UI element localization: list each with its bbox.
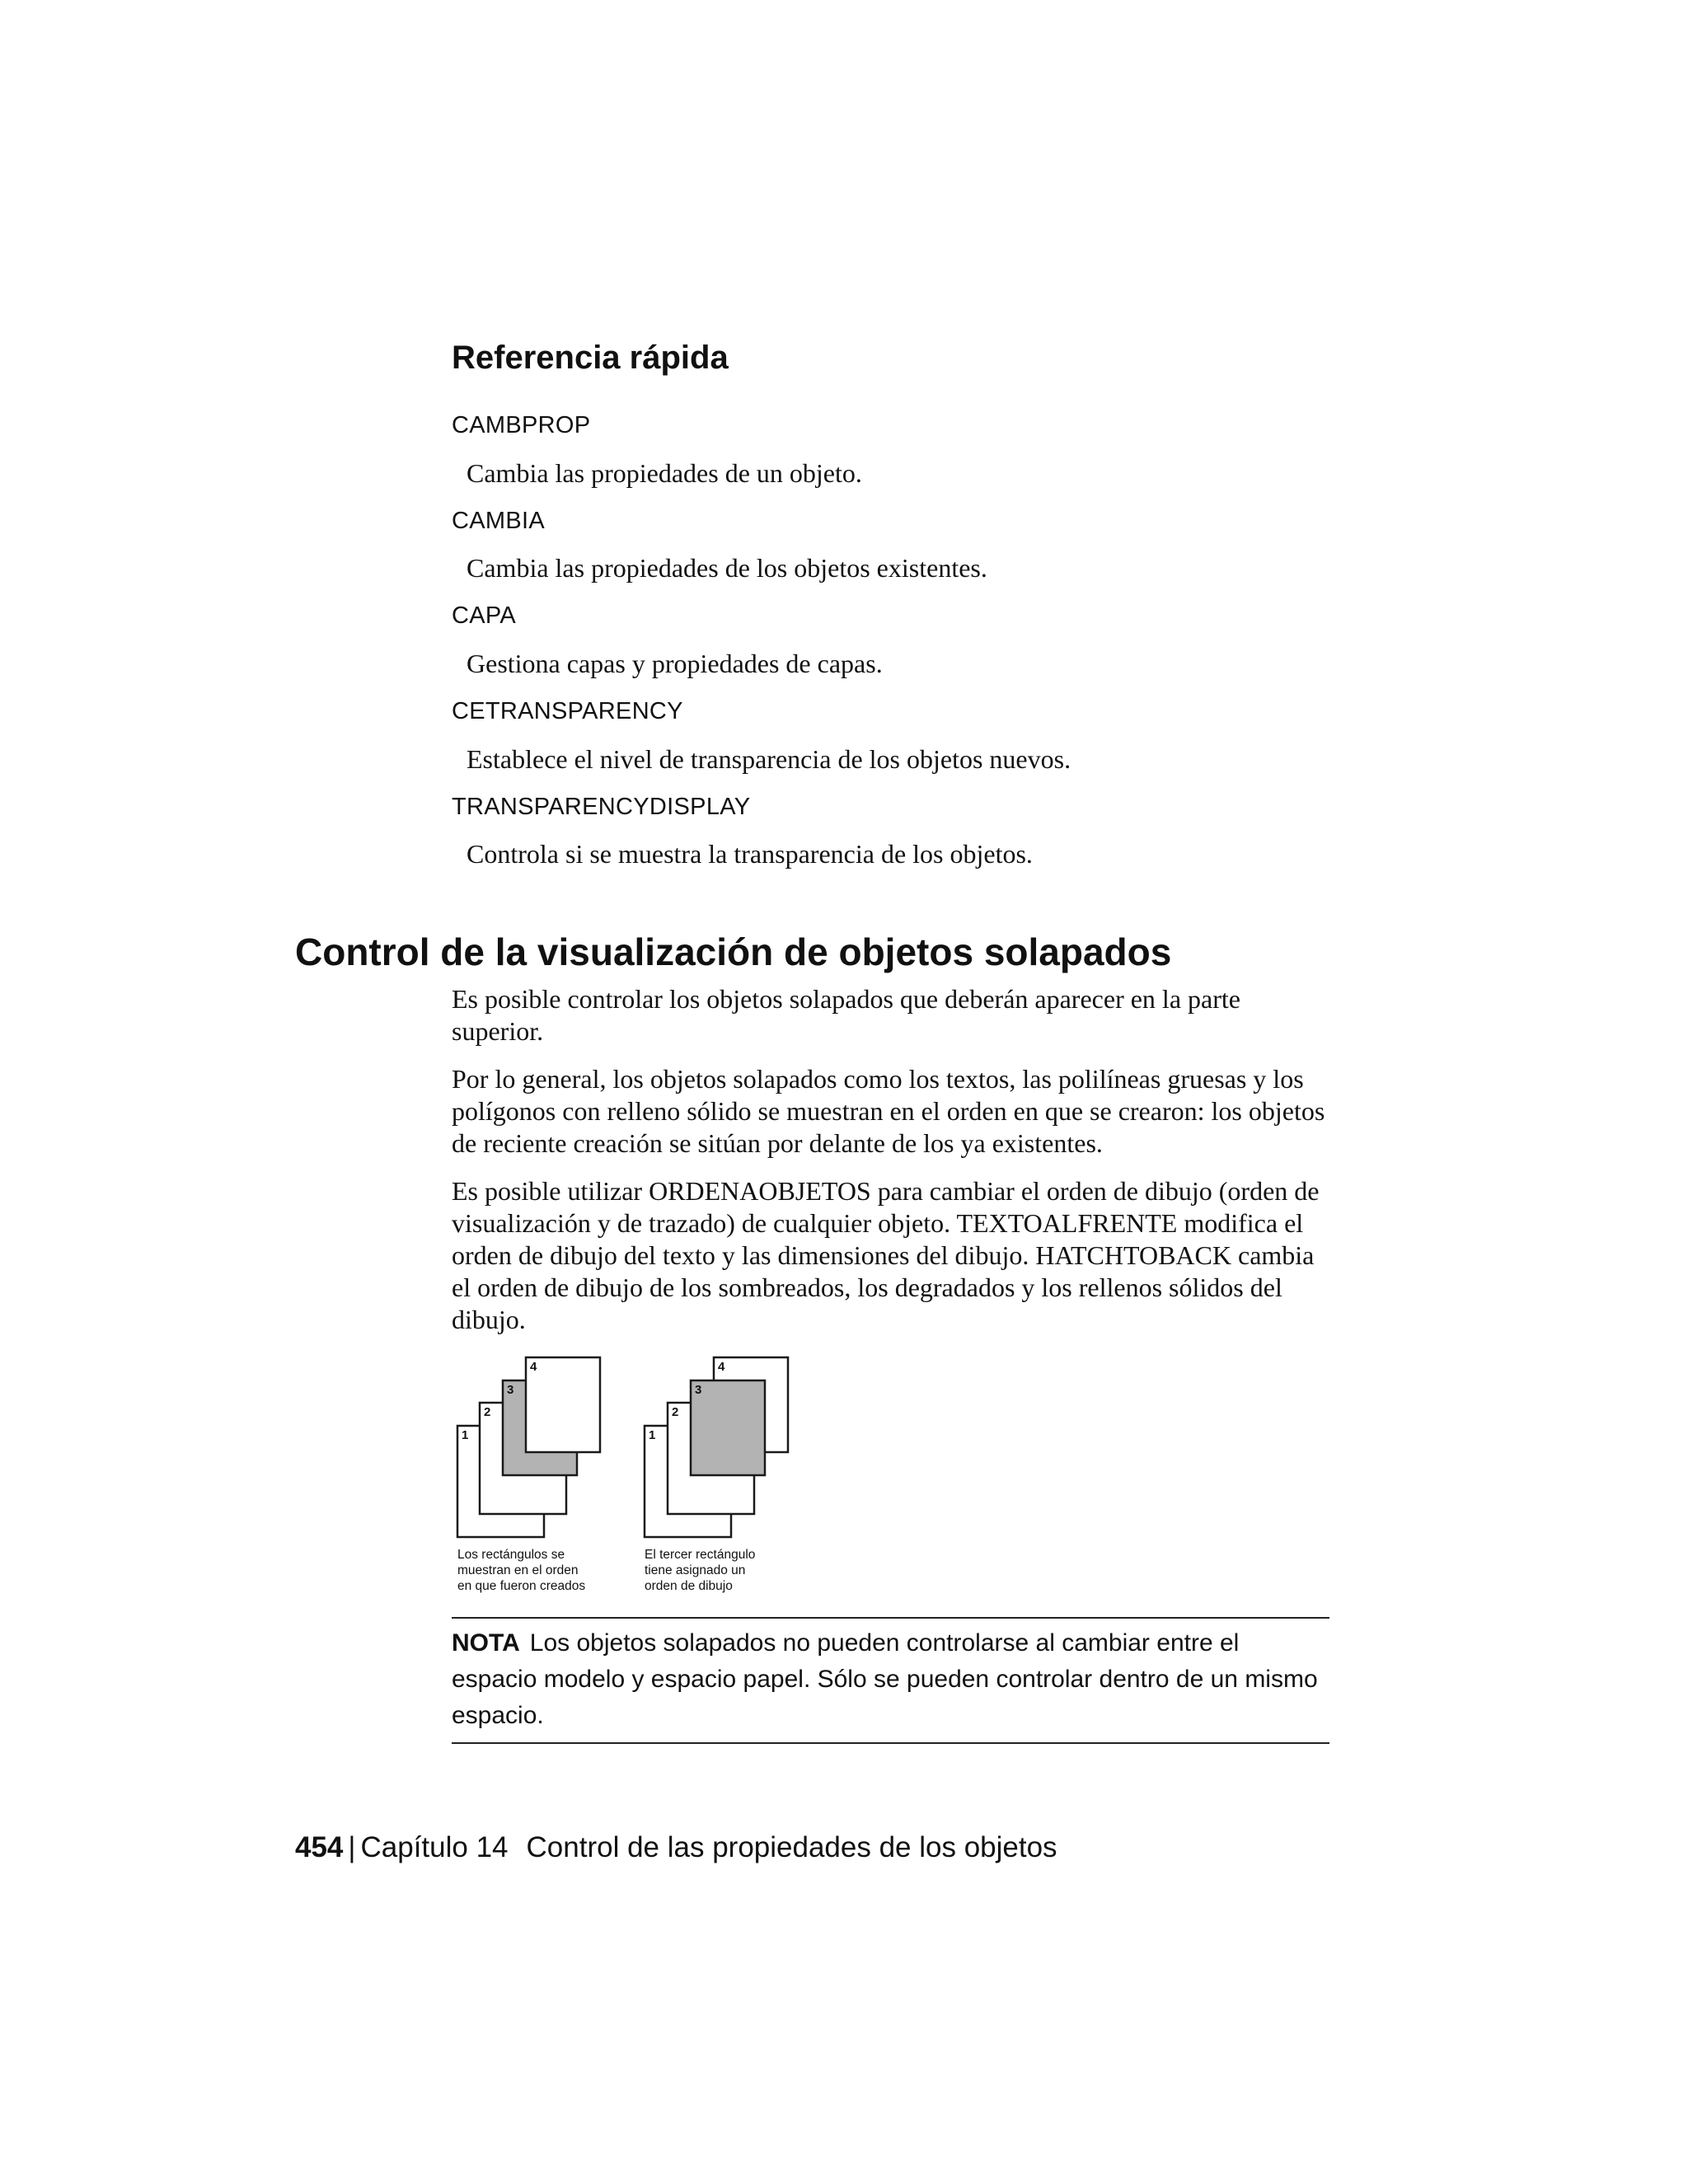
assigned-order-diagram — [645, 1357, 788, 1537]
command-description: Gestiona capas y propiedades de capas. — [467, 649, 883, 678]
command-description: Controla si se muestra la transparencia de los objetos. — [467, 839, 1033, 869]
rect-number-label: 2 — [484, 1405, 491, 1419]
command-description: Cambia las propiedades de un objeto. — [467, 458, 862, 488]
command-name: TRANSPARENCYDISPLAY — [452, 794, 751, 820]
rect-number-label: 4 — [718, 1360, 725, 1374]
note-label: NOTA — [452, 1629, 520, 1657]
page-number: 454 — [295, 1831, 344, 1863]
command-name: CAMBPROP — [452, 412, 591, 438]
rect-number-label: 1 — [462, 1428, 469, 1442]
note-text: Los objetos solapados no pueden controlarse al cambiar entre el espacio modelo y espacio papel. Sólo se pueden controlar dentro de un mismo espacio. — [452, 1629, 1318, 1729]
note-box — [452, 1617, 1329, 1744]
created-order-diagram — [457, 1357, 600, 1537]
figure-caption-line: muestran en el orden — [457, 1563, 579, 1577]
page-footer — [295, 1831, 1057, 1864]
command-name: CETRANSPARENCY — [452, 698, 683, 724]
figure-caption-line: orden de dibujo — [645, 1579, 733, 1593]
rectangle-4 — [526, 1357, 600, 1452]
rect-number-label: 1 — [649, 1428, 656, 1442]
body-paragraph: Es posible controlar los objetos solapados que deberán aparecer en la parte superior. — [452, 984, 1240, 1046]
figure-caption-line: El tercer rectángulo — [645, 1548, 756, 1562]
footer-separator: | — [348, 1831, 356, 1863]
body-paragraph: Es posible utilizar ORDENAOBJETOS para cambiar el orden de dibujo (orden de visualización y de trazado) de cualquier objeto. TEXTOALFRENTE modifica el orden de dibujo del texto y las dimensiones del dibujo. HATCHTOBACK cambia el orden de dibujo de los sombreados, los degradados y los rellenos sólidos del dibujo. — [452, 1176, 1320, 1334]
rectangle-3 — [691, 1380, 765, 1475]
figure-caption-line: tiene asignado un — [645, 1563, 746, 1577]
chapter-label: Capítulo 14 — [360, 1831, 509, 1863]
rect-number-label: 3 — [507, 1383, 514, 1397]
command-name: CAMBIA — [452, 508, 545, 534]
draw-order-figure — [453, 1356, 816, 1603]
rect-number-label: 2 — [672, 1405, 679, 1419]
rect-number-label: 3 — [695, 1383, 702, 1397]
command-description: Cambia las propiedades de los objetos existentes. — [467, 553, 987, 583]
command-name: CAPA — [452, 602, 517, 629]
figure-caption-line: Los rectángulos se — [457, 1548, 565, 1562]
figure-caption-line: en que fueron creados — [457, 1579, 586, 1593]
body-paragraph: Por lo general, los objetos solapados como los textos, las polilíneas gruesas y los polígonos con relleno sólido se muestran en el orden en que se crearon: los objetos de reciente creación se sitúan por delante de los ya existentes. — [452, 1064, 1325, 1158]
rect-number-label: 4 — [530, 1360, 537, 1374]
quick-reference-heading: Referencia rápida — [452, 340, 729, 376]
chapter-title: Control de las propiedades de los objetos — [526, 1831, 1057, 1863]
section-heading: Control de la visualización de objetos solapados — [295, 930, 1172, 973]
command-description: Establece el nivel de transparencia de los objetos nuevos. — [467, 744, 1071, 774]
